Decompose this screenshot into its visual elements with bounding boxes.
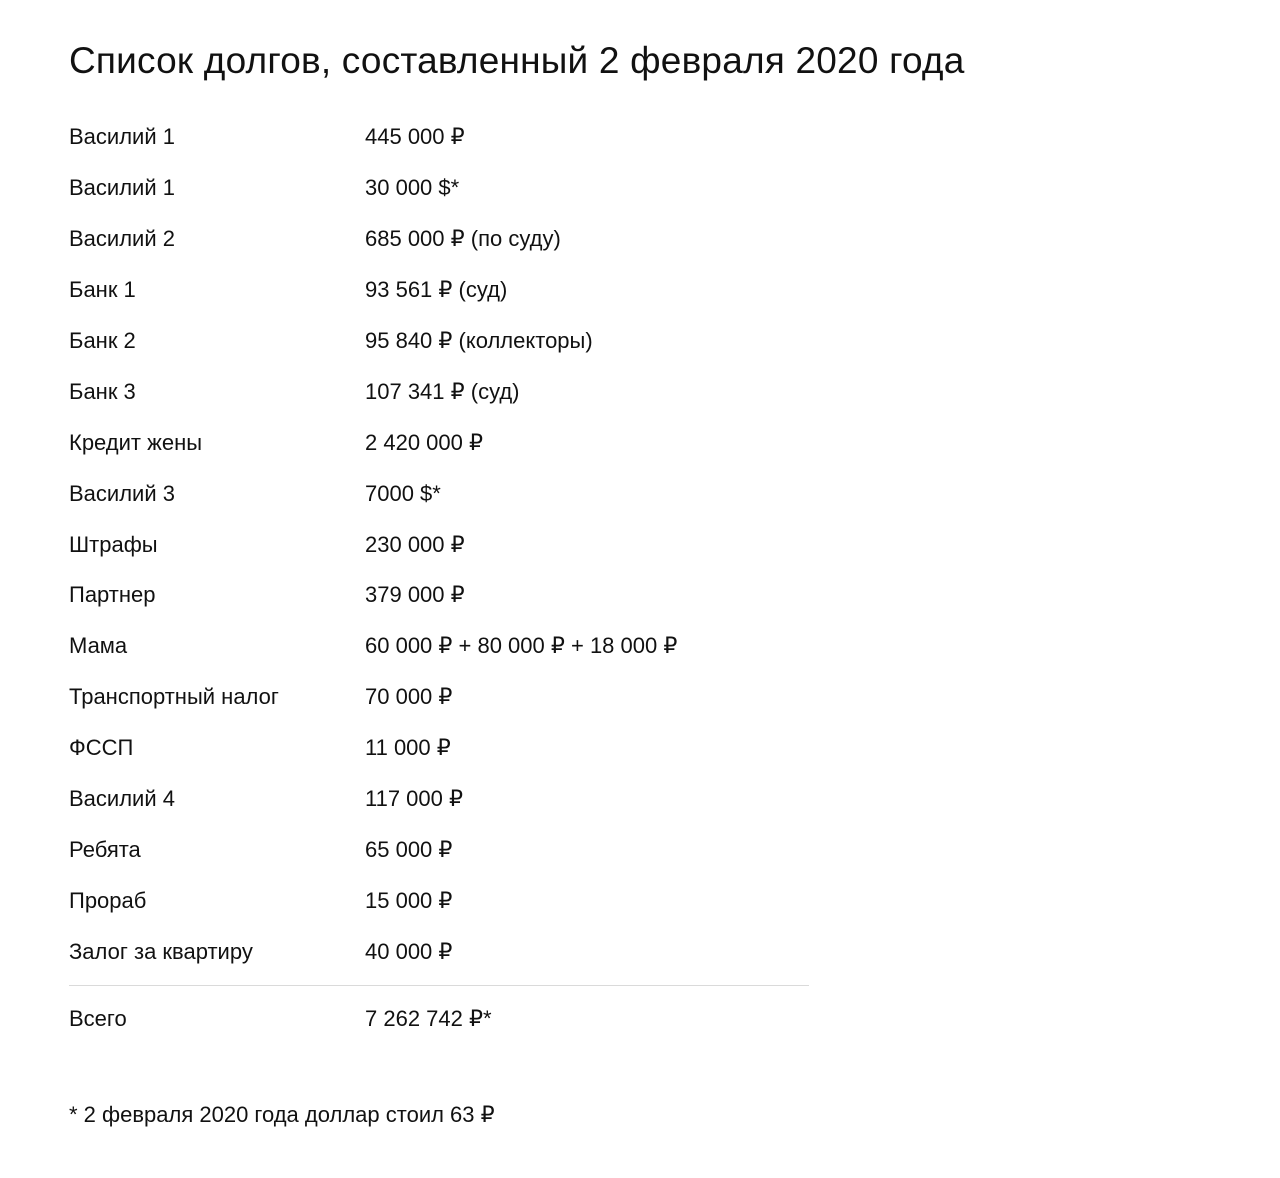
debt-creditor: Прораб [69,887,147,913]
debt-creditor: Василий 2 [69,226,175,252]
debt-table [69,112,809,977]
debt-amount: 379 000 ₽ [365,582,465,608]
debt-row [69,112,809,163]
debt-row [69,672,809,723]
debt-row [69,214,809,265]
debt-row [69,417,809,468]
debt-amount: 2 420 000 ₽ [365,429,483,455]
debt-amount: 11 000 ₽ [365,735,451,761]
debt-row [69,366,809,417]
debt-row [69,926,809,977]
debt-creditor: Василий 3 [69,480,175,506]
debt-amount: 230 000 ₽ [365,531,465,557]
debt-amount: 30 000 $* [365,175,460,201]
total-row [69,1004,809,1034]
debt-creditor: Василий 1 [69,175,175,201]
total-amount: 7 262 742 ₽* [365,1006,492,1031]
debt-row [69,468,809,519]
debt-row [69,570,809,621]
debt-creditor: Ребята [69,836,141,862]
debt-amount: 685 000 ₽ (по суду) [365,226,561,252]
debt-creditor: Василий 1 [69,124,175,150]
debt-creditor: Штрафы [69,531,158,557]
debt-row [69,519,809,570]
debt-amount: 7000 $* [365,480,441,506]
debt-creditor: Мама [69,633,128,659]
total-divider [69,985,809,986]
debt-creditor: Партнер [69,582,156,608]
debt-row [69,265,809,316]
debt-row [69,774,809,825]
debt-row [69,621,809,672]
debt-amount: 107 341 ₽ (суд) [365,378,520,404]
debt-row [69,316,809,367]
debt-row [69,723,809,774]
debt-rows [69,112,809,977]
debt-amount: 95 840 ₽ (коллекторы) [365,328,593,353]
debt-creditor: Банк 2 [69,328,136,353]
debt-amount: 65 000 ₽ [365,836,453,862]
debt-amount: 60 000 ₽ + 80 000 ₽ + 18 000 ₽ [365,633,678,659]
debt-row [69,875,809,926]
debt-creditor: Кредит жены [69,429,203,455]
debt-row [69,163,809,214]
debt-amount: 117 000 ₽ [365,786,464,812]
debt-amount: 445 000 ₽ [365,124,465,150]
debt-creditor: Транспортный налог [69,684,279,710]
debt-amount: 70 000 ₽ [365,684,453,710]
page-title: Список долгов, составленный 2 февраля 2020 года [69,40,965,81]
exchange-rate-footnote: * 2 февраля 2020 года доллар стоил 63 ₽ [69,1102,495,1127]
debt-creditor: Банк 3 [69,378,136,404]
debt-amount: 40 000 ₽ [365,938,453,964]
total-label: Всего [69,1006,127,1031]
debt-creditor: Василий 4 [69,786,175,812]
debt-amount: 93 561 ₽ (суд) [365,277,508,303]
debt-creditor: ФССП [69,735,134,761]
debt-creditor: Банк 1 [69,277,136,303]
debt-row [69,824,809,875]
debt-creditor: Залог за квартиру [69,938,253,964]
debt-amount: 15 000 ₽ [365,887,453,913]
